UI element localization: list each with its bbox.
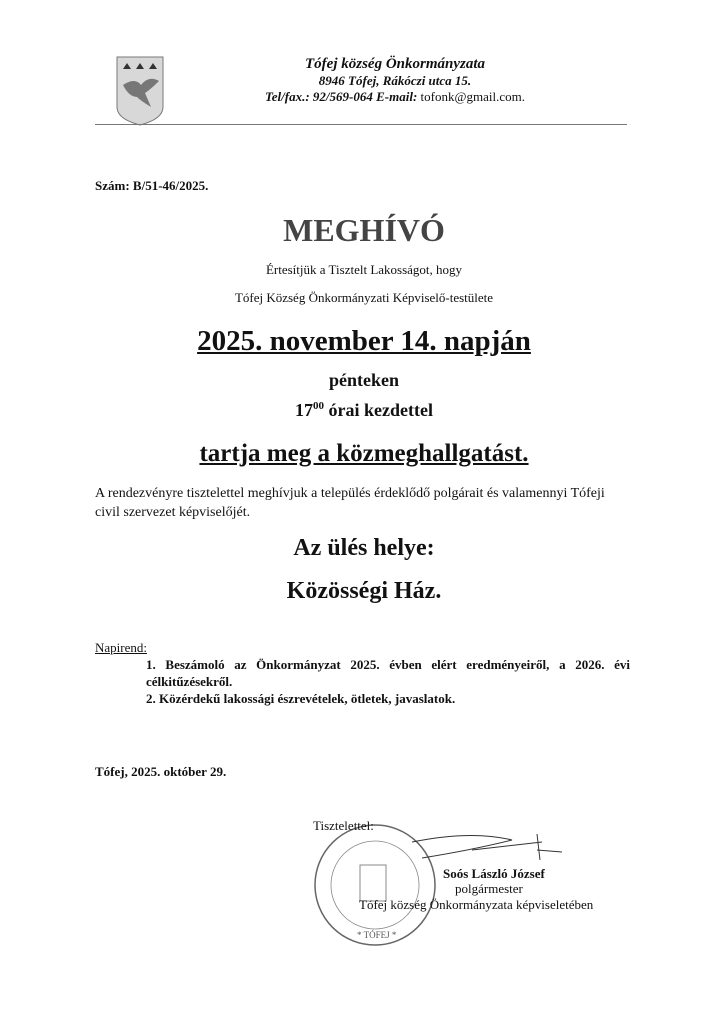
invitation-paragraph: A rendezvényre tisztelettel meghívjuk a település érdeklődő polgárait és valamennyi Tófeji civil szervezet képviselőjét. xyxy=(95,486,605,520)
intro-line-1: Értesítjük a Tisztelt Lakosságot, hogy xyxy=(265,262,463,277)
event-description: tartja meg a közmeghallgatást. xyxy=(199,440,529,467)
phone-label: Tel/fax.: 92/569-064 E-mail: xyxy=(265,89,418,104)
venue-label: Az ülés helye: xyxy=(293,535,435,561)
venue: Közösségi Ház. xyxy=(286,578,442,604)
meeting-time: $17^{00}$ órai kezdettel xyxy=(295,400,433,420)
coat-of-arms-logo xyxy=(115,55,165,127)
reference-number: Szám: B/51-46/2025. xyxy=(95,178,209,193)
svg-text:* TÓFEJ *: * TÓFEJ * xyxy=(357,930,397,940)
place-date: Tófej, 2025. október 29. xyxy=(95,764,227,779)
meeting-day: pénteken xyxy=(328,370,399,390)
closing: Tisztelettel: xyxy=(313,818,374,833)
header-divider xyxy=(95,124,627,125)
page-title: MEGHÍVÓ xyxy=(283,212,445,248)
meeting-date: 2025. november 14. napján xyxy=(197,325,531,357)
org-name: Tófej község Önkormányzata xyxy=(305,56,485,72)
email: tofonk@gmail.com. xyxy=(420,89,525,104)
signer-name: Soós László József xyxy=(443,866,545,881)
org-address: 8946 Tófej, Rákóczi utca 15. xyxy=(318,73,472,88)
org-contact xyxy=(230,89,560,105)
agenda-item: 2. Közérdekű lakossági észrevételek, ötletek, javaslatok. xyxy=(146,691,456,706)
intro-line-2: Tófej Község Önkormányzati Képviselő-testülete xyxy=(234,290,494,305)
agenda-item: 1. Beszámoló az Önkormányzat 2025. évben elért eredményeiről, a 2026. évi célkitűzésekről. xyxy=(146,657,630,689)
agenda-label: Napirend: xyxy=(95,640,147,655)
signer-on-behalf: Tófej község Önkormányzata képviseletében xyxy=(359,897,594,912)
signer-role: polgármester xyxy=(455,881,523,896)
